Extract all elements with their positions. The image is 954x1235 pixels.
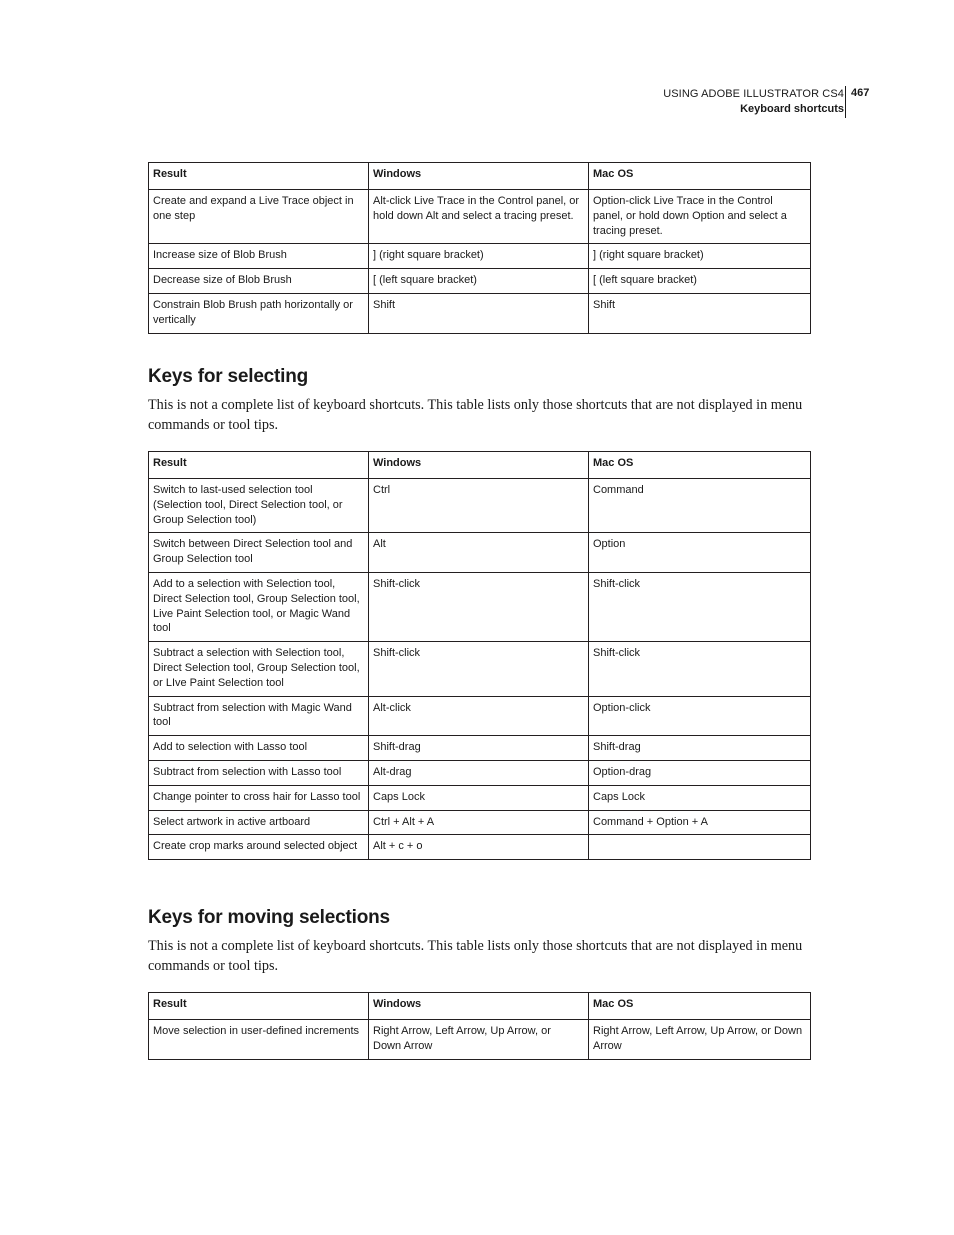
table-row [149, 269, 811, 294]
table-row [149, 190, 811, 244]
result-cell: Increase size of Blob Brush [149, 244, 369, 269]
result-cell: Add to a selection with Selection tool, Direct Selection tool, Group Selection tool, Live Paint Selection tool, or Magic Wand tool [149, 572, 369, 641]
windows-shortcut-cell: Shift-drag [369, 736, 589, 761]
result-cell: Move selection in user-defined increments [149, 1020, 369, 1060]
mac-shortcut-cell: Shift-click [589, 642, 811, 696]
column-header: Result [149, 993, 369, 1020]
document-title: USING ADOBE ILLUSTRATOR CS4 [663, 88, 844, 100]
mac-shortcut-cell: Right Arrow, Left Arrow, Up Arrow, or Down Arrow [589, 1020, 811, 1060]
windows-shortcut-cell: Alt-click Live Trace in the Control panel, or hold down Alt and select a tracing preset. [369, 190, 589, 244]
section-intro-moving: This is not a complete list of keyboard shortcuts. This table lists only those shortcuts that are not displayed in menu commands or tool tips. [148, 938, 803, 974]
table-row [149, 835, 811, 860]
windows-shortcut-cell: Alt-drag [369, 760, 589, 785]
result-cell: Subtract a selection with Selection tool, Direct Selection tool, Group Selection tool, or LIve Paint Selection tool [149, 642, 369, 696]
windows-shortcut-cell: Ctrl + Alt + A [369, 810, 589, 835]
result-cell: Select artwork in active artboard [149, 810, 369, 835]
windows-shortcut-cell: Shift-click [369, 572, 589, 641]
table-header-row [149, 163, 811, 190]
windows-shortcut-cell: Shift [369, 293, 589, 333]
section-intro-selecting: This is not a complete list of keyboard shortcuts. This table lists only those shortcuts that are not displayed in menu commands or tool tips. [148, 397, 803, 433]
column-header: Mac OS [589, 163, 811, 190]
column-header: Result [149, 452, 369, 479]
table-header-row [149, 452, 811, 479]
windows-shortcut-cell: Caps Lock [369, 785, 589, 810]
mac-shortcut-cell: ] (right square bracket) [589, 244, 811, 269]
windows-shortcut-cell: Alt [369, 533, 589, 573]
table-row [149, 810, 811, 835]
running-head [663, 86, 844, 117]
result-cell: Switch between Direct Selection tool and Group Selection tool [149, 533, 369, 573]
table-row [149, 1020, 811, 1060]
table-row [149, 479, 811, 533]
mac-shortcut-cell: Option-drag [589, 760, 811, 785]
mac-shortcut-cell: Shift [589, 293, 811, 333]
section-heading-selecting: Keys for selecting [148, 366, 309, 387]
page-number: 467 [851, 87, 870, 99]
windows-shortcut-cell: Right Arrow, Left Arrow, Up Arrow, or Down Arrow [369, 1020, 589, 1060]
result-cell: Subtract from selection with Magic Wand tool [149, 696, 369, 736]
table-row [149, 293, 811, 333]
result-cell: Change pointer to cross hair for Lasso tool [149, 785, 369, 810]
column-header: Windows [369, 993, 589, 1020]
result-cell: Switch to last-used selection tool (Selection tool, Direct Selection tool, or Group Selection tool) [149, 479, 369, 533]
column-header: Windows [369, 163, 589, 190]
section-title: Keyboard shortcuts [740, 103, 844, 115]
result-cell: Constrain Blob Brush path horizontally or vertically [149, 293, 369, 333]
result-cell: Add to selection with Lasso tool [149, 736, 369, 761]
result-cell: Subtract from selection with Lasso tool [149, 760, 369, 785]
windows-shortcut-cell: [ (left square bracket) [369, 269, 589, 294]
mac-shortcut-cell: Option-click Live Trace in the Control panel, or hold down Option and select a tracing preset. [589, 190, 811, 244]
table-row [149, 760, 811, 785]
mac-shortcut-cell: Command + Option + A [589, 810, 811, 835]
table-row [149, 642, 811, 696]
mac-shortcut-cell: Shift-click [589, 572, 811, 641]
windows-shortcut-cell: Alt + c + o [369, 835, 589, 860]
mac-shortcut-cell: Option [589, 533, 811, 573]
table-row [149, 533, 811, 573]
windows-shortcut-cell: Shift-click [369, 642, 589, 696]
column-header: Result [149, 163, 369, 190]
mac-shortcut-cell: [ (left square bracket) [589, 269, 811, 294]
windows-shortcut-cell: ] (right square bracket) [369, 244, 589, 269]
header-divider [845, 86, 846, 118]
table-row [149, 696, 811, 736]
mac-shortcut-cell: Option-click [589, 696, 811, 736]
mac-shortcut-cell: Shift-drag [589, 736, 811, 761]
column-header: Mac OS [589, 993, 811, 1020]
shortcuts-table-selecting [148, 451, 811, 860]
table-row [149, 572, 811, 641]
windows-shortcut-cell: Alt-click [369, 696, 589, 736]
windows-shortcut-cell: Ctrl [369, 479, 589, 533]
mac-shortcut-cell [589, 835, 811, 860]
table-header-row [149, 993, 811, 1020]
shortcuts-table-moving [148, 992, 811, 1060]
table-row [149, 244, 811, 269]
column-header: Windows [369, 452, 589, 479]
table-row [149, 785, 811, 810]
shortcuts-table-live-trace [148, 162, 811, 334]
result-cell: Decrease size of Blob Brush [149, 269, 369, 294]
table-row [149, 736, 811, 761]
result-cell: Create and expand a Live Trace object in one step [149, 190, 369, 244]
result-cell: Create crop marks around selected object [149, 835, 369, 860]
mac-shortcut-cell: Caps Lock [589, 785, 811, 810]
mac-shortcut-cell: Command [589, 479, 811, 533]
section-heading-moving: Keys for moving selections [148, 907, 390, 928]
column-header: Mac OS [589, 452, 811, 479]
